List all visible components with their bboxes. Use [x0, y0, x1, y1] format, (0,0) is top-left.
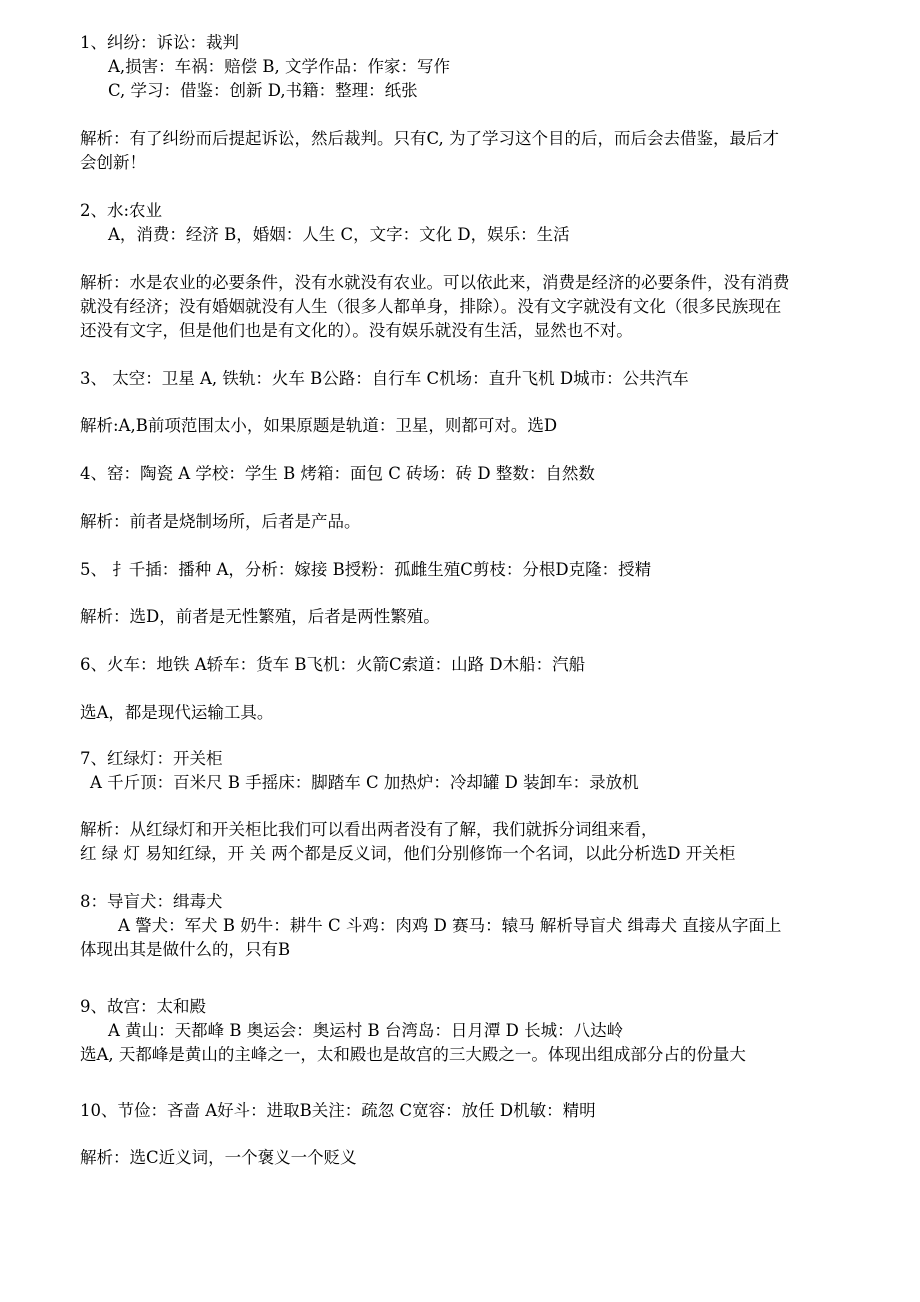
question-5-analysis: 解析：选D，前者是无性繁殖，后者是两性繁殖。 [80, 607, 440, 626]
question-6-analysis: 选A，都是现代运输工具。 [80, 703, 274, 722]
question-9-options: A 黄山：天都峰 B 奥运会：奥运村 B 台湾岛：日月潭 D 长城：八达岭 [108, 1021, 624, 1040]
question-3: 3、 太空：卫星 A, 铁轨：火车 B公路：自行车 C机场：直升飞机 D城市：公共汽车 [80, 369, 689, 388]
question-7-analysis-line-1: 解析：从红绿灯和开关柜比我们可以看出两者没有了解，我们就拆分词组来看， [80, 820, 658, 839]
question-10-analysis: 解析：选C近义词，一个褒义一个贬义 [80, 1148, 357, 1167]
question-8-options-line-1: A 警犬：军犬 B 奶牛：耕牛 C 斗鸡：肉鸡 D 赛马：辕马 解析导盲犬 缉毒犬 直接从字面上 [118, 916, 782, 935]
question-1: 1、纠纷：诉讼：裁判 [80, 33, 239, 52]
question-3-analysis: 解析:A,B前项范围太小，如果原题是轨道：卫星，则都可对。选D [80, 416, 558, 435]
question-1-options-c-d: C, 学习：借鉴：创新 D,书籍：整理：纸张 [108, 81, 418, 100]
question-4: 4、窑：陶瓷 A 学校：学生 B 烤箱：面包 C 砖场：砖 D 整数：自然数 [80, 464, 595, 483]
question-8-options-line-2: 体现出其是做什么的，只有B [80, 940, 291, 959]
question-2-analysis-line-1: 解析：水是农业的必要条件，没有水就没有农业。可以依此来，消费是经济的必要条件，没有消费 [80, 273, 790, 292]
question-1-analysis-line-2: 会创新！ [80, 153, 146, 172]
question-6: 6、火车：地铁 A轿车：货车 B飞机：火箭C索道：山路 D木船：汽船 [80, 655, 586, 674]
question-7: 7、红绿灯：开关柜 [80, 749, 223, 768]
question-10: 10、节俭：吝啬 A好斗：进取B关注：疏忽 C宽容：放任 D机敏：精明 [80, 1101, 596, 1120]
question-2-analysis-line-3: 还没有文字，但是他们也是有文化的）。没有娱乐就没有生活，显然也不对。 [80, 321, 633, 340]
question-2-options: A，消费：经济 B，婚姻：人生 C，文字：文化 D，娱乐：生活 [108, 225, 570, 244]
question-1-options-a-b: A,损害：车祸：赔偿 B, 文学作品：作家：写作 [108, 57, 451, 76]
question-2-analysis-line-2: 就没有经济；没有婚姻就没有人生（很多人都单身，排除）。没有文字就没有文化（很多民族现在 [80, 297, 782, 316]
question-1-analysis-line-1: 解析：有了纠纷而后提起诉讼，然后裁判。只有C, 为了学习这个目的后，而后会去借鉴，最后才 [80, 129, 780, 148]
question-8: 8：导盲犬：缉毒犬 [80, 892, 223, 911]
question-9-analysis: 选A, 天都峰是黄山的主峰之一，太和殿也是故宫的三大殿之一。体现出组成部分占的份量大 [80, 1045, 746, 1064]
question-7-options: A 千斤顶：百米尺 B 手摇床：脚踏车 C 加热炉：冷却罐 D 装卸车：录放机 [90, 773, 639, 792]
question-9: 9、故宫：太和殿 [80, 997, 206, 1016]
question-4-analysis: 解析：前者是烧制场所，后者是产品。 [80, 512, 361, 531]
question-2: 2、水:农业 [80, 201, 163, 220]
question-7-analysis-line-2: 红 绿 灯 易知红绿，开 关 两个都是反义词，他们分别修饰一个名词，以此分析选D 开关柜 [80, 844, 736, 863]
question-5: 5、 扌千插：播种 A，分析：嫁接 B授粉：孤雌生殖C剪枝：分根D克隆：授精 [80, 560, 652, 579]
